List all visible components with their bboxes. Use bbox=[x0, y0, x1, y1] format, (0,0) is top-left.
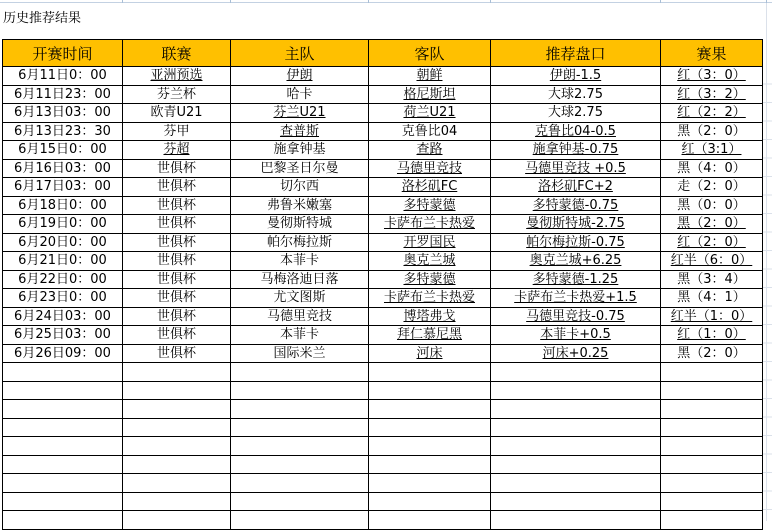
cell-result[interactable]: 黑（0：0） bbox=[661, 196, 763, 215]
cell-empty[interactable] bbox=[123, 455, 231, 474]
cell-empty[interactable] bbox=[231, 455, 369, 474]
table-row bbox=[3, 85, 763, 104]
cell-kickoff-time[interactable]: 6月15日0：00 bbox=[3, 141, 123, 160]
cell-kickoff-time[interactable]: 6月21日0：00 bbox=[3, 252, 123, 271]
column-header-home-team[interactable]: 主队 bbox=[231, 40, 369, 67]
cell-league[interactable]: 世俱杯 bbox=[123, 159, 231, 178]
cell-empty[interactable] bbox=[123, 381, 231, 400]
table-row-empty bbox=[3, 455, 763, 474]
cell-result[interactable]: 红（3:1） bbox=[661, 141, 763, 160]
cell-result[interactable]: 黑（3：4） bbox=[661, 270, 763, 289]
table-row-empty bbox=[3, 511, 763, 530]
sheet-column-tick bbox=[490, 0, 491, 3]
table-row-empty bbox=[3, 437, 763, 456]
cell-kickoff-time[interactable]: 6月22日0：00 bbox=[3, 270, 123, 289]
sheet-column-tick bbox=[368, 0, 369, 3]
table-row bbox=[3, 289, 763, 308]
table-row bbox=[3, 270, 763, 289]
cell-kickoff-time[interactable]: 6月26日09：00 bbox=[3, 344, 123, 363]
cell-empty[interactable] bbox=[369, 492, 491, 511]
cell-away-team[interactable]: 河床 bbox=[369, 344, 491, 363]
cell-result[interactable]: 红半（1：0） bbox=[661, 307, 763, 326]
cell-handicap[interactable]: 多特蒙德-0.75 bbox=[491, 196, 661, 215]
cell-kickoff-time[interactable]: 6月18日0：00 bbox=[3, 196, 123, 215]
page-title: 历史推荐结果 bbox=[3, 11, 82, 26]
cell-kickoff-time[interactable]: 6月13日23：30 bbox=[3, 122, 123, 141]
table-row bbox=[3, 344, 763, 363]
sheet-right-row-gridlines bbox=[763, 66, 772, 521]
cell-home-team[interactable]: 曼彻斯特城 bbox=[231, 215, 369, 234]
cell-handicap[interactable]: 曼彻斯特城-2.75 bbox=[491, 215, 661, 234]
cell-home-team[interactable]: 哈卡 bbox=[231, 85, 369, 104]
cell-handicap[interactable]: 帕尔梅拉斯-0.75 bbox=[491, 233, 661, 252]
cell-handicap[interactable]: 卡萨布兰卡热爱+1.5 bbox=[491, 289, 661, 308]
cell-away-team[interactable]: 卡萨布兰卡热爱 bbox=[369, 215, 491, 234]
cell-home-team[interactable]: 弗鲁米嫩塞 bbox=[231, 196, 369, 215]
cell-handicap[interactable]: 克鲁比04-0.5 bbox=[491, 122, 661, 141]
cell-empty[interactable] bbox=[231, 400, 369, 419]
table-row bbox=[3, 215, 763, 234]
cell-kickoff-time[interactable]: 6月13日03：00 bbox=[3, 104, 123, 123]
cell-home-team[interactable]: 伊朗 bbox=[231, 67, 369, 86]
cell-empty[interactable] bbox=[661, 381, 763, 400]
cell-league[interactable]: 世俱杯 bbox=[123, 178, 231, 197]
cell-handicap[interactable]: 大球2.75 bbox=[491, 85, 661, 104]
cell-league[interactable]: 世俱杯 bbox=[123, 196, 231, 215]
cell-handicap[interactable]: 马德里竞技 +0.5 bbox=[491, 159, 661, 178]
cell-handicap[interactable]: 奥克兰城+6.25 bbox=[491, 252, 661, 271]
cell-empty[interactable] bbox=[491, 492, 661, 511]
cell-away-team[interactable]: 多特蒙德 bbox=[369, 196, 491, 215]
cell-league[interactable]: 世俱杯 bbox=[123, 215, 231, 234]
cell-empty[interactable] bbox=[369, 437, 491, 456]
cell-result[interactable]: 红半（6：0） bbox=[661, 252, 763, 271]
cell-league[interactable]: 欧青U21 bbox=[123, 104, 231, 123]
cell-league[interactable]: 世俱杯 bbox=[123, 252, 231, 271]
cell-empty[interactable] bbox=[369, 455, 491, 474]
cell-league[interactable]: 芬甲 bbox=[123, 122, 231, 141]
cell-handicap[interactable]: 大球2.75 bbox=[491, 104, 661, 123]
cell-home-team[interactable]: 国际米兰 bbox=[231, 344, 369, 363]
cell-empty[interactable] bbox=[3, 492, 123, 511]
table-row bbox=[3, 67, 763, 86]
sheet-top-gridline bbox=[0, 2, 772, 3]
cell-away-team[interactable]: 奥克兰城 bbox=[369, 252, 491, 271]
cell-empty[interactable] bbox=[491, 437, 661, 456]
cell-empty[interactable] bbox=[491, 474, 661, 493]
cell-empty[interactable] bbox=[661, 400, 763, 419]
table-row-empty bbox=[3, 492, 763, 511]
cell-empty[interactable] bbox=[3, 455, 123, 474]
cell-kickoff-time[interactable]: 6月17日03：00 bbox=[3, 178, 123, 197]
table-row bbox=[3, 196, 763, 215]
cell-league[interactable]: 芬超 bbox=[123, 141, 231, 160]
cell-empty[interactable] bbox=[231, 381, 369, 400]
cell-home-team[interactable]: 马梅洛迪日落 bbox=[231, 270, 369, 289]
cell-home-team[interactable]: 尤文图斯 bbox=[231, 289, 369, 308]
cell-result[interactable]: 红（3：0） bbox=[661, 67, 763, 86]
cell-league[interactable]: 芬兰杯 bbox=[123, 85, 231, 104]
cell-empty[interactable] bbox=[369, 418, 491, 437]
cell-empty[interactable] bbox=[231, 418, 369, 437]
cell-empty[interactable] bbox=[369, 400, 491, 419]
cell-empty[interactable] bbox=[123, 418, 231, 437]
table-row-empty bbox=[3, 400, 763, 419]
cell-home-team[interactable]: 查普斯 bbox=[231, 122, 369, 141]
cell-home-team[interactable]: 芬兰U21 bbox=[231, 104, 369, 123]
table-row bbox=[3, 178, 763, 197]
cell-empty[interactable] bbox=[3, 363, 123, 382]
cell-home-team[interactable]: 本菲卡 bbox=[231, 326, 369, 345]
cell-home-team[interactable]: 马德里竞技 bbox=[231, 307, 369, 326]
cell-empty[interactable] bbox=[3, 400, 123, 419]
table-row bbox=[3, 233, 763, 252]
cell-home-team[interactable]: 巴黎圣日尔曼 bbox=[231, 159, 369, 178]
cell-handicap[interactable]: 伊朗-1.5 bbox=[491, 67, 661, 86]
cell-league[interactable]: 世俱杯 bbox=[123, 289, 231, 308]
cell-kickoff-time[interactable]: 6月24日03：00 bbox=[3, 307, 123, 326]
cell-away-team[interactable]: 卡萨布兰卡热爱 bbox=[369, 289, 491, 308]
cell-result[interactable]: 红（2：0） bbox=[661, 233, 763, 252]
cell-result[interactable]: 黑（4：0） bbox=[661, 159, 763, 178]
column-header-league[interactable]: 联赛 bbox=[123, 40, 231, 67]
cell-away-team[interactable]: 拜仁慕尼黑 bbox=[369, 326, 491, 345]
cell-home-team[interactable]: 帕尔梅拉斯 bbox=[231, 233, 369, 252]
cell-empty[interactable] bbox=[231, 363, 369, 382]
cell-empty[interactable] bbox=[491, 363, 661, 382]
cell-empty[interactable] bbox=[661, 363, 763, 382]
column-header-result[interactable]: 赛果 bbox=[661, 40, 763, 67]
cell-kickoff-time[interactable]: 6月20日0：00 bbox=[3, 233, 123, 252]
cell-empty[interactable] bbox=[3, 437, 123, 456]
cell-away-team[interactable]: 格尼斯坦 bbox=[369, 85, 491, 104]
cell-result[interactable]: 红（2：2） bbox=[661, 104, 763, 123]
column-header-away-team[interactable]: 客队 bbox=[369, 40, 491, 67]
cell-empty[interactable] bbox=[369, 474, 491, 493]
cell-empty[interactable] bbox=[123, 511, 231, 530]
cell-handicap[interactable]: 本菲卡+0.5 bbox=[491, 326, 661, 345]
cell-empty[interactable] bbox=[491, 418, 661, 437]
cell-empty[interactable] bbox=[369, 381, 491, 400]
cell-away-team[interactable]: 荷兰U21 bbox=[369, 104, 491, 123]
cell-empty[interactable] bbox=[123, 363, 231, 382]
table-row bbox=[3, 141, 763, 160]
table-row bbox=[3, 252, 763, 271]
table-row bbox=[3, 159, 763, 178]
cell-empty[interactable] bbox=[491, 400, 661, 419]
cell-empty[interactable] bbox=[491, 381, 661, 400]
cell-empty[interactable] bbox=[369, 511, 491, 530]
cell-away-team[interactable]: 朝鲜 bbox=[369, 67, 491, 86]
table-row-empty bbox=[3, 474, 763, 493]
sheet-column-tick bbox=[230, 0, 231, 3]
cell-result[interactable]: 黑（4：1） bbox=[661, 289, 763, 308]
cell-away-team[interactable]: 博塔弗戈 bbox=[369, 307, 491, 326]
cell-empty[interactable] bbox=[661, 418, 763, 437]
cell-empty[interactable] bbox=[3, 418, 123, 437]
cell-away-team[interactable]: 洛杉矶FC bbox=[369, 178, 491, 197]
cell-result[interactable]: 走（2：0） bbox=[661, 178, 763, 197]
cell-kickoff-time[interactable]: 6月11日23：00 bbox=[3, 85, 123, 104]
cell-kickoff-time[interactable]: 6月19日0：00 bbox=[3, 215, 123, 234]
column-header-recommended-handicap[interactable]: 推荐盘口 bbox=[491, 40, 661, 67]
sheet-column-tick bbox=[122, 0, 123, 3]
cell-kickoff-time[interactable]: 6月11日0：00 bbox=[3, 67, 123, 86]
cell-empty[interactable] bbox=[231, 492, 369, 511]
cell-result[interactable]: 红（1：0） bbox=[661, 326, 763, 345]
cell-empty[interactable] bbox=[231, 511, 369, 530]
cell-away-team[interactable]: 多特蒙德 bbox=[369, 270, 491, 289]
cell-home-team[interactable]: 施拿钟基 bbox=[231, 141, 369, 160]
cell-empty[interactable] bbox=[661, 455, 763, 474]
cell-handicap[interactable]: 多特蒙德-1.25 bbox=[491, 270, 661, 289]
cell-league[interactable]: 世俱杯 bbox=[123, 326, 231, 345]
table-row-empty bbox=[3, 418, 763, 437]
cell-empty[interactable] bbox=[123, 474, 231, 493]
table-row bbox=[3, 122, 763, 141]
cell-league[interactable]: 世俱杯 bbox=[123, 344, 231, 363]
table-row-empty bbox=[3, 381, 763, 400]
cell-kickoff-time[interactable]: 6月16日03：00 bbox=[3, 159, 123, 178]
cell-empty[interactable] bbox=[3, 381, 123, 400]
cell-handicap[interactable]: 施拿钟基-0.75 bbox=[491, 141, 661, 160]
cell-handicap[interactable]: 洛杉矶FC+2 bbox=[491, 178, 661, 197]
cell-result[interactable]: 黑（2：0） bbox=[661, 344, 763, 363]
cell-empty[interactable] bbox=[661, 492, 763, 511]
cell-empty[interactable] bbox=[3, 474, 123, 493]
table-row bbox=[3, 326, 763, 345]
cell-empty[interactable] bbox=[123, 400, 231, 419]
cell-away-team[interactable]: 查路 bbox=[369, 141, 491, 160]
cell-empty[interactable] bbox=[491, 455, 661, 474]
cell-home-team[interactable]: 本菲卡 bbox=[231, 252, 369, 271]
cell-away-team[interactable]: 开罗国民 bbox=[369, 233, 491, 252]
cell-empty[interactable] bbox=[123, 492, 231, 511]
table-row bbox=[3, 307, 763, 326]
cell-empty[interactable] bbox=[661, 511, 763, 530]
column-header-kickoff-time[interactable]: 开赛时间 bbox=[3, 40, 123, 67]
cell-away-team[interactable]: 克鲁比04 bbox=[369, 122, 491, 141]
cell-empty[interactable] bbox=[231, 437, 369, 456]
cell-empty[interactable] bbox=[661, 474, 763, 493]
sheet-column-tick bbox=[660, 0, 661, 3]
cell-empty[interactable] bbox=[123, 437, 231, 456]
cell-away-team[interactable]: 马德里竞技 bbox=[369, 159, 491, 178]
cell-kickoff-time[interactable]: 6月23日0：00 bbox=[3, 289, 123, 308]
cell-empty[interactable] bbox=[661, 437, 763, 456]
table-row bbox=[3, 104, 763, 123]
cell-league[interactable]: 世俱杯 bbox=[123, 307, 231, 326]
cell-result[interactable]: 黑（2：0） bbox=[661, 122, 763, 141]
cell-league[interactable]: 世俱杯 bbox=[123, 233, 231, 252]
cell-empty[interactable] bbox=[369, 363, 491, 382]
cell-handicap[interactable]: 马德里竞技-0.75 bbox=[491, 307, 661, 326]
cell-handicap[interactable]: 河床+0.25 bbox=[491, 344, 661, 363]
results-table bbox=[2, 39, 763, 530]
cell-result[interactable]: 黑（2：0） bbox=[661, 215, 763, 234]
header-row bbox=[3, 40, 763, 67]
cell-league[interactable]: 亚洲预选 bbox=[123, 67, 231, 86]
cell-empty[interactable] bbox=[3, 511, 123, 530]
cell-empty[interactable] bbox=[231, 474, 369, 493]
cell-empty[interactable] bbox=[491, 511, 661, 530]
cell-home-team[interactable]: 切尔西 bbox=[231, 178, 369, 197]
table-row-empty bbox=[3, 363, 763, 382]
cell-league[interactable]: 世俱杯 bbox=[123, 270, 231, 289]
cell-result[interactable]: 红（3：2） bbox=[661, 85, 763, 104]
cell-kickoff-time[interactable]: 6月25日03：00 bbox=[3, 326, 123, 345]
